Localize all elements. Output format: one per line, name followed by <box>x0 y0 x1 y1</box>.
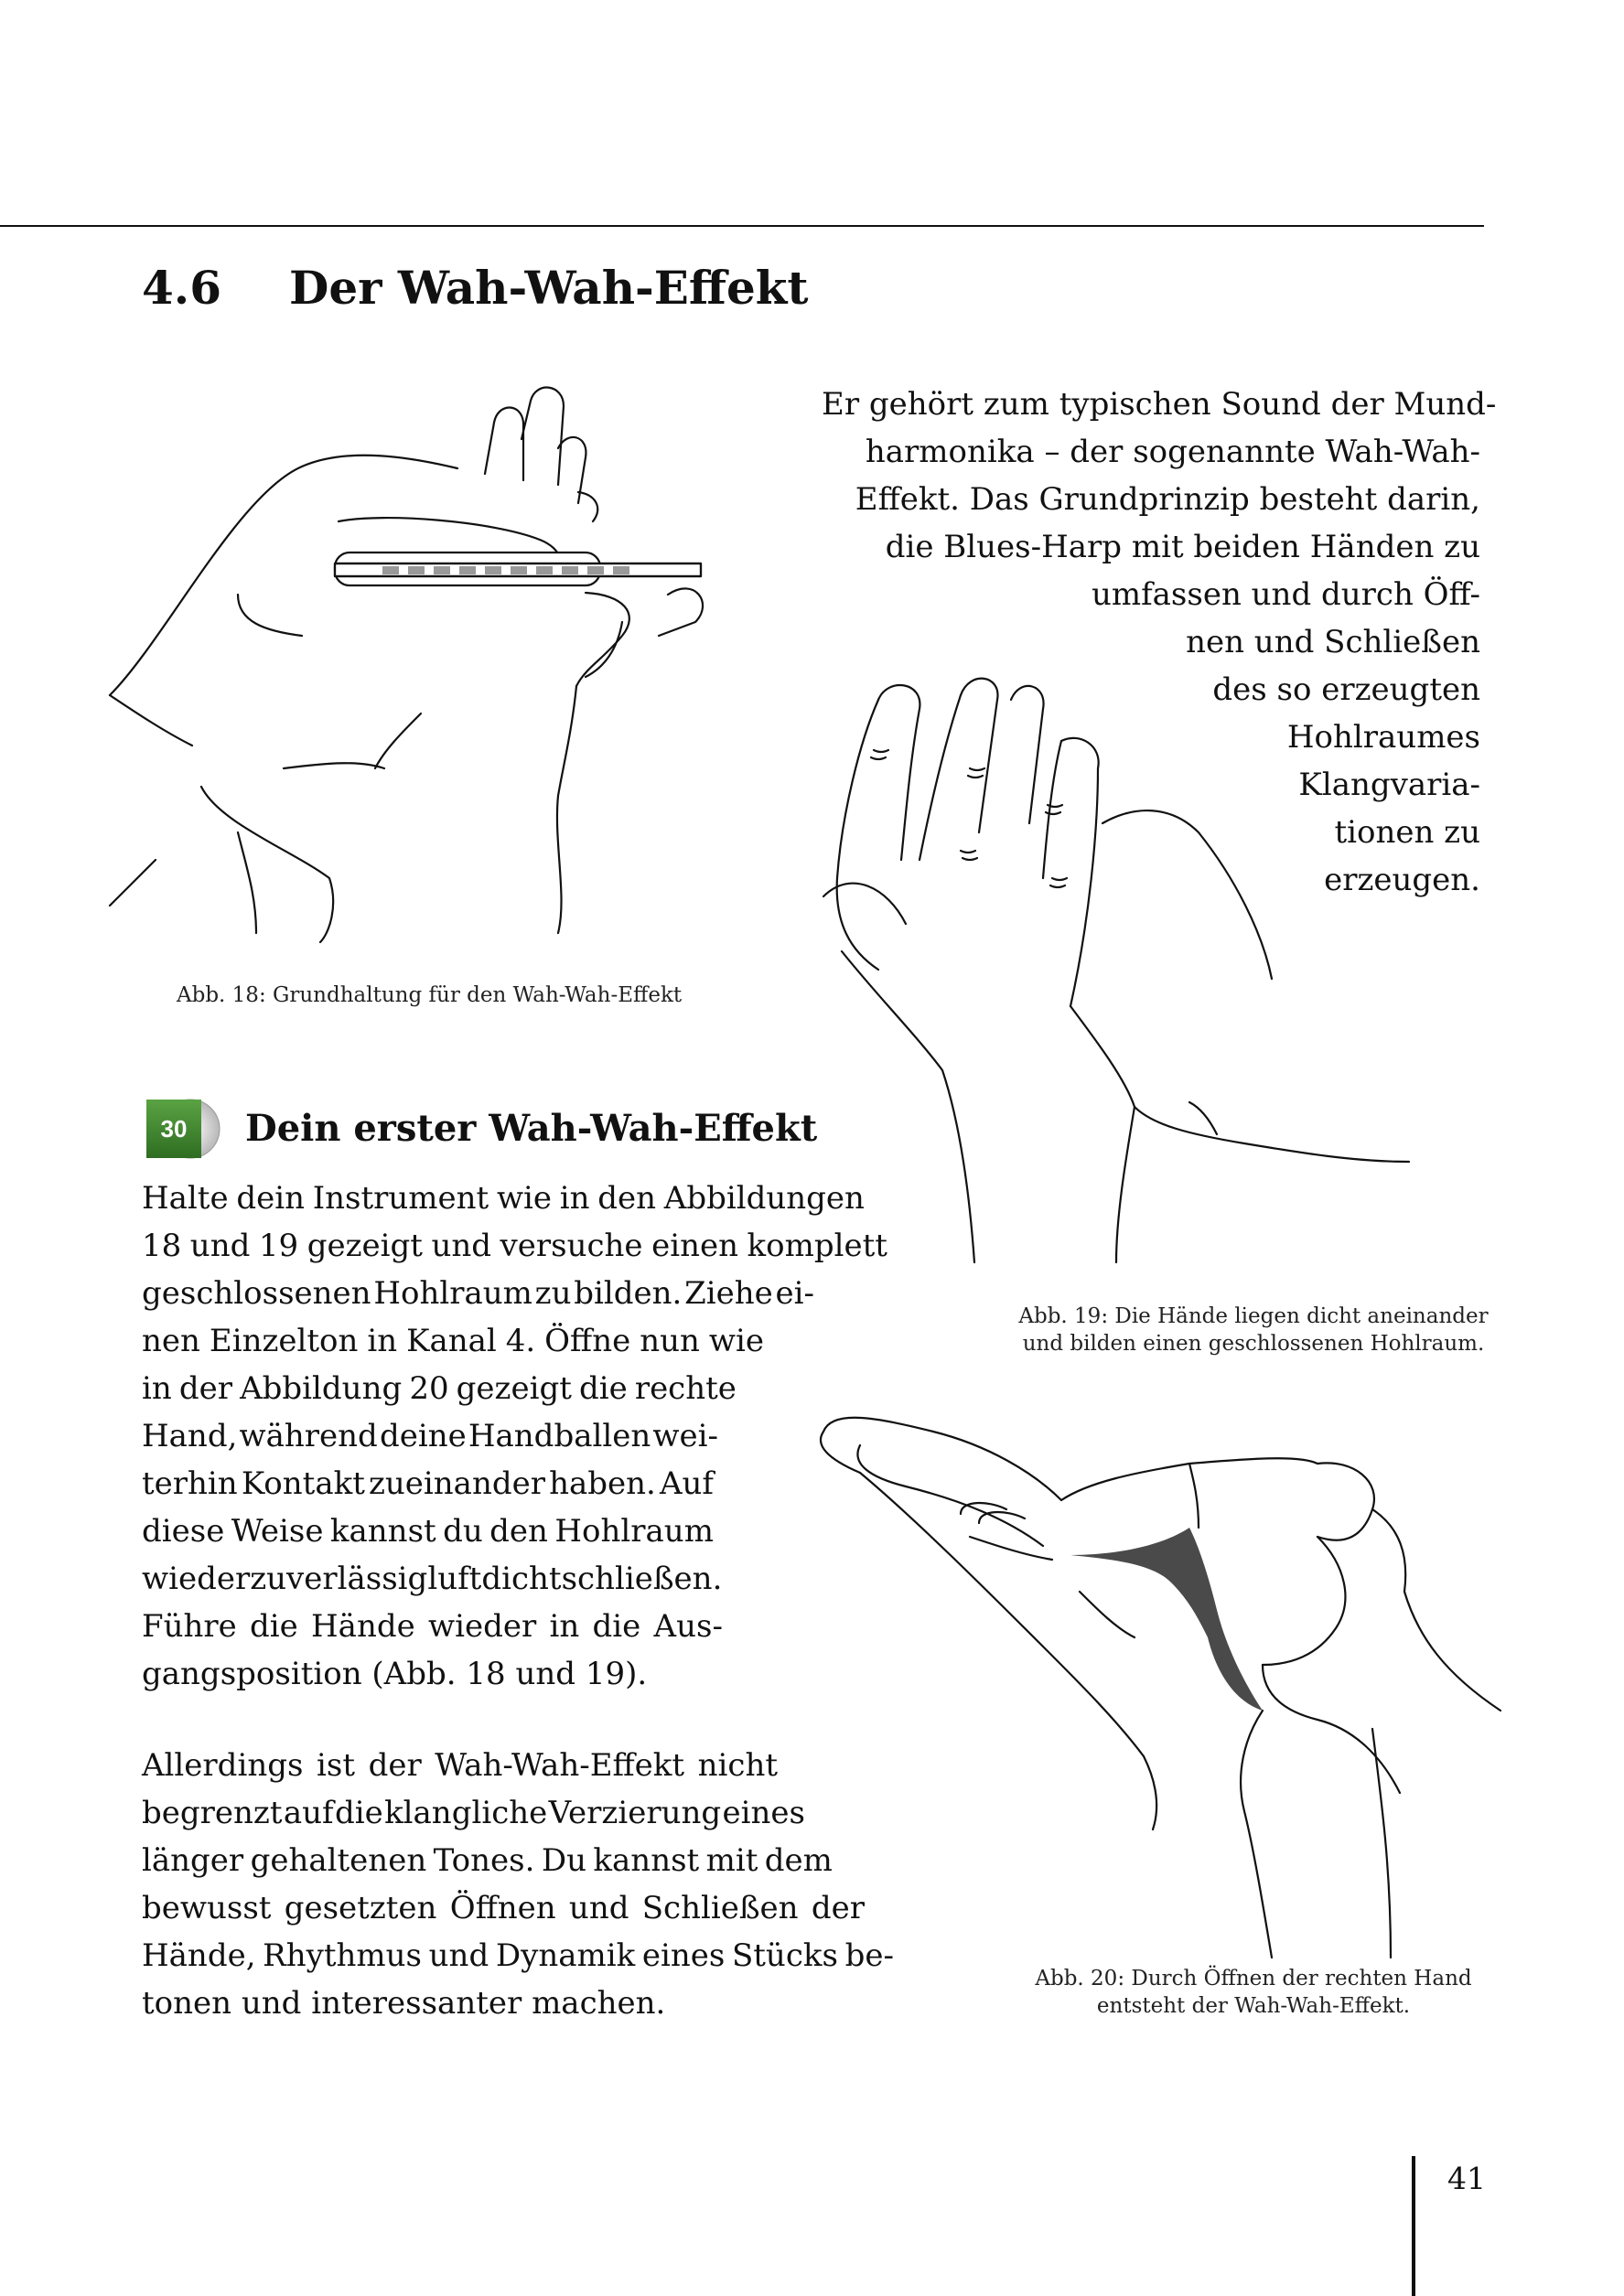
intro-line: des so erzeugten <box>1212 671 1480 708</box>
figure-18-caption: Abb. 18: Grundhaltung für den Wah-Wah-Effekt <box>177 983 683 1007</box>
track-number: 30 <box>160 1115 188 1143</box>
paragraph-2 <box>142 1742 897 2027</box>
para2-line: länger gehaltenen Tones. Du kannst mit dem <box>142 1842 833 1879</box>
para1-line: 18 und 19 gezeigt und versuche einen komplett <box>142 1228 887 1264</box>
para1-line: terhin Kontakt zueinander haben. Auf <box>142 1465 714 1502</box>
intro-line: harmonika – der sogenannte Wah-Wah- <box>865 434 1480 470</box>
para2-line: Allerdings ist der Wah-Wah-Effekt nicht <box>142 1747 778 1784</box>
figure-19-caption-line: und bilden einen geschlossenen Hohlraum. <box>1022 1332 1485 1356</box>
figure-19-caption <box>974 1303 1533 1357</box>
section-title: Der Wah-Wah-Effekt <box>289 261 809 315</box>
para1-line: wieder zuverlässig luftdicht schließen. <box>142 1561 723 1597</box>
page-number: 41 <box>1447 2161 1486 2196</box>
intro-line: umfassen und durch Öff- <box>1091 576 1480 613</box>
para1-line: Halte dein Instrument wie in den Abbildungen <box>142 1180 865 1217</box>
para1-line: Hand, während deine Handballen wei- <box>142 1418 718 1454</box>
figure-19-caption-line: Abb. 19: Die Hände liegen dicht aneinander <box>1018 1304 1489 1328</box>
intro-line: Effekt. Das Grundprinzip besteht darin, <box>855 481 1480 518</box>
para1-line: gangsposition (Abb. 18 und 19). <box>142 1656 648 1692</box>
page-number-rule <box>1412 2156 1415 2296</box>
intro-line: erzeugen. <box>1324 862 1480 898</box>
intro-line: tionen zu <box>1334 814 1480 851</box>
intro-line: die Blues-Harp mit beiden Händen zu <box>885 529 1480 565</box>
figure-18-illustration <box>110 384 732 951</box>
audio-track-badge <box>145 1098 227 1160</box>
paragraph-1 <box>142 1175 887 1698</box>
figure-19-illustration <box>823 649 1409 1271</box>
figure-20-caption-line: Abb. 20: Durch Öffnen der rechten Hand <box>1035 1967 1472 1990</box>
para2-line: begrenzt auf die klangliche Verzierung eines <box>142 1795 805 1831</box>
top-rule <box>0 225 1484 227</box>
para2-line: Hände, Rhythmus und Dynamik eines Stücks be- <box>142 1937 894 1974</box>
figure-20-illustration <box>805 1409 1500 1958</box>
para1-line: in der Abbildung 20 gezeigt die rechte <box>142 1370 737 1407</box>
para1-line: geschlossenen Hohlraum zu bilden. Ziehe ei- <box>142 1275 814 1312</box>
intro-line: Er gehört zum typischen Sound der Mund- <box>822 386 1497 423</box>
intro-line: Klangvaria- <box>1298 767 1480 803</box>
figure-20-caption-line: entsteht der Wah-Wah-Effekt. <box>1096 1994 1411 2018</box>
exercise-title: Dein erster Wah-Wah-Effekt <box>245 1107 818 1150</box>
hand-cavity <box>1070 1528 1263 1711</box>
figure-20-caption <box>974 1965 1533 2020</box>
intro-line: nen und Schließen <box>1186 624 1480 660</box>
para1-line: diese Weise kannst du den Hohlraum <box>142 1513 714 1550</box>
section-number: 4.6 <box>142 261 221 315</box>
para2-line: bewusst gesetzten Öffnen und Schließen der <box>142 1890 865 1926</box>
para1-line: Führe die Hände wieder in die Aus- <box>142 1608 723 1645</box>
intro-line: Hohlraumes <box>1286 719 1480 756</box>
para1-line: nen Einzelton in Kanal 4. Öffne nun wie <box>142 1323 764 1359</box>
para2-line: tonen und interessanter machen. <box>142 1985 666 2022</box>
